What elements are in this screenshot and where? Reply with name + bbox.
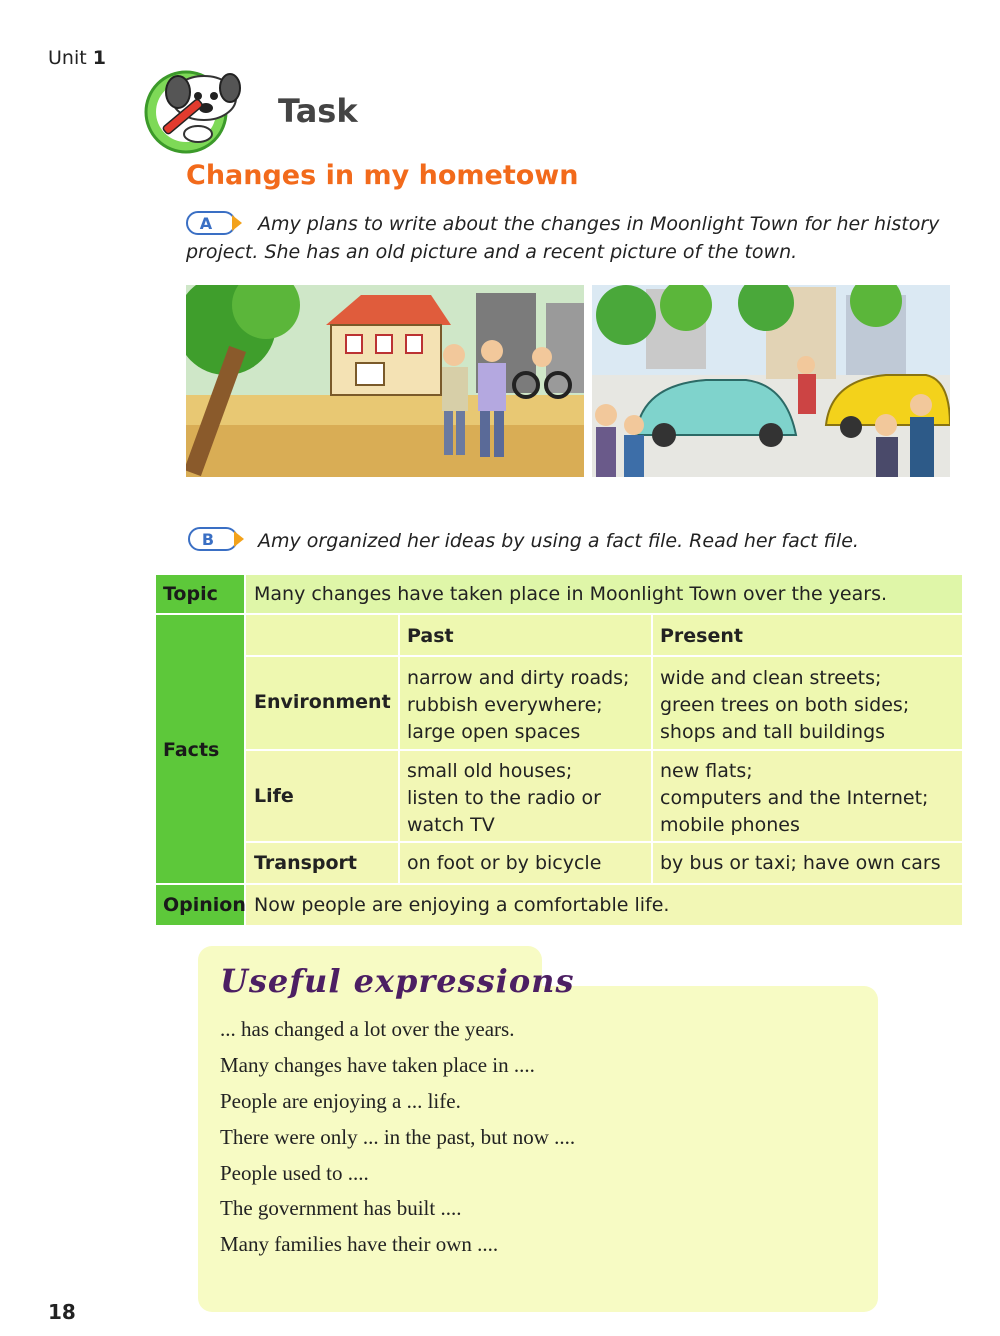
expression-item: ... has changed a lot over the years. xyxy=(220,1017,515,1041)
part-a-instruction: Amy plans to write about the changes in Moonlight Town for her history project. She has an old picture and a recent picture of the town. xyxy=(186,213,940,263)
expression-item: There were only ... in the past, but now .... xyxy=(220,1125,576,1149)
topic-text: Many changes have taken place in Moonlight Town over the years. xyxy=(246,575,962,613)
life-past xyxy=(400,751,651,841)
fact-file-table xyxy=(156,575,962,925)
environment-present-line: shops and tall buildings xyxy=(660,721,886,743)
unit-number: 1 xyxy=(92,47,106,69)
life-present-line: computers and the Internet; xyxy=(660,787,929,809)
old-town-picture xyxy=(186,285,584,477)
environment-past-line: rubbish everywhere; xyxy=(407,694,603,716)
life-past-line: watch TV xyxy=(407,814,495,836)
present-header: Present xyxy=(653,615,962,655)
expression-item: Many changes have taken place in .... xyxy=(220,1053,535,1077)
environment-past xyxy=(400,657,651,749)
useful-expressions-title: Useful expressions xyxy=(220,962,575,1000)
badge-b-letter: B xyxy=(201,530,215,549)
expression-item: Many families have their own .... xyxy=(220,1232,499,1256)
row-label-transport: Transport xyxy=(246,843,398,883)
transport-past: on foot or by bicycle xyxy=(400,843,651,883)
environment-past-line: large open spaces xyxy=(407,721,581,743)
life-past-line: listen to the radio or xyxy=(407,787,601,809)
unit-prefix: Unit xyxy=(48,47,87,69)
opinion-text: Now people are enjoying a comfortable life. xyxy=(246,885,962,925)
blank-header-cell xyxy=(246,615,398,655)
life-present xyxy=(653,751,962,841)
section-title: Changes in my hometown xyxy=(186,160,579,191)
environment-present xyxy=(653,657,962,749)
row-label-environment: Environment xyxy=(246,657,398,749)
expression-item: The government has built .... xyxy=(220,1196,462,1220)
past-header: Past xyxy=(400,615,651,655)
life-past-line: small old houses; xyxy=(407,760,573,782)
row-label-life: Life xyxy=(246,751,398,841)
part-b-instruction: Amy organized her ideas by using a fact file. Read her fact file. xyxy=(258,530,859,552)
task-title: Task xyxy=(278,92,358,130)
expression-item: People are enjoying a ... life. xyxy=(220,1089,461,1113)
town-pictures xyxy=(186,285,950,477)
topic-label: Topic xyxy=(156,575,244,613)
unit-label xyxy=(48,47,106,69)
environment-past-line: narrow and dirty roads; xyxy=(407,667,630,689)
transport-present: by bus or taxi; have own cars xyxy=(653,843,962,883)
page-number: 18 xyxy=(48,1300,76,1324)
opinion-label: Opinion xyxy=(156,885,244,925)
dog-mascot-icon xyxy=(138,62,256,156)
life-present-line: new flats; xyxy=(660,760,753,782)
facts-label: Facts xyxy=(156,615,244,883)
expression-item: People used to .... xyxy=(220,1161,369,1185)
new-town-picture xyxy=(592,285,950,477)
life-present-line: mobile phones xyxy=(660,814,800,836)
environment-present-line: green trees on both sides; xyxy=(660,694,910,716)
environment-present-line: wide and clean streets; xyxy=(660,667,882,689)
badge-a-letter: A xyxy=(199,214,213,233)
